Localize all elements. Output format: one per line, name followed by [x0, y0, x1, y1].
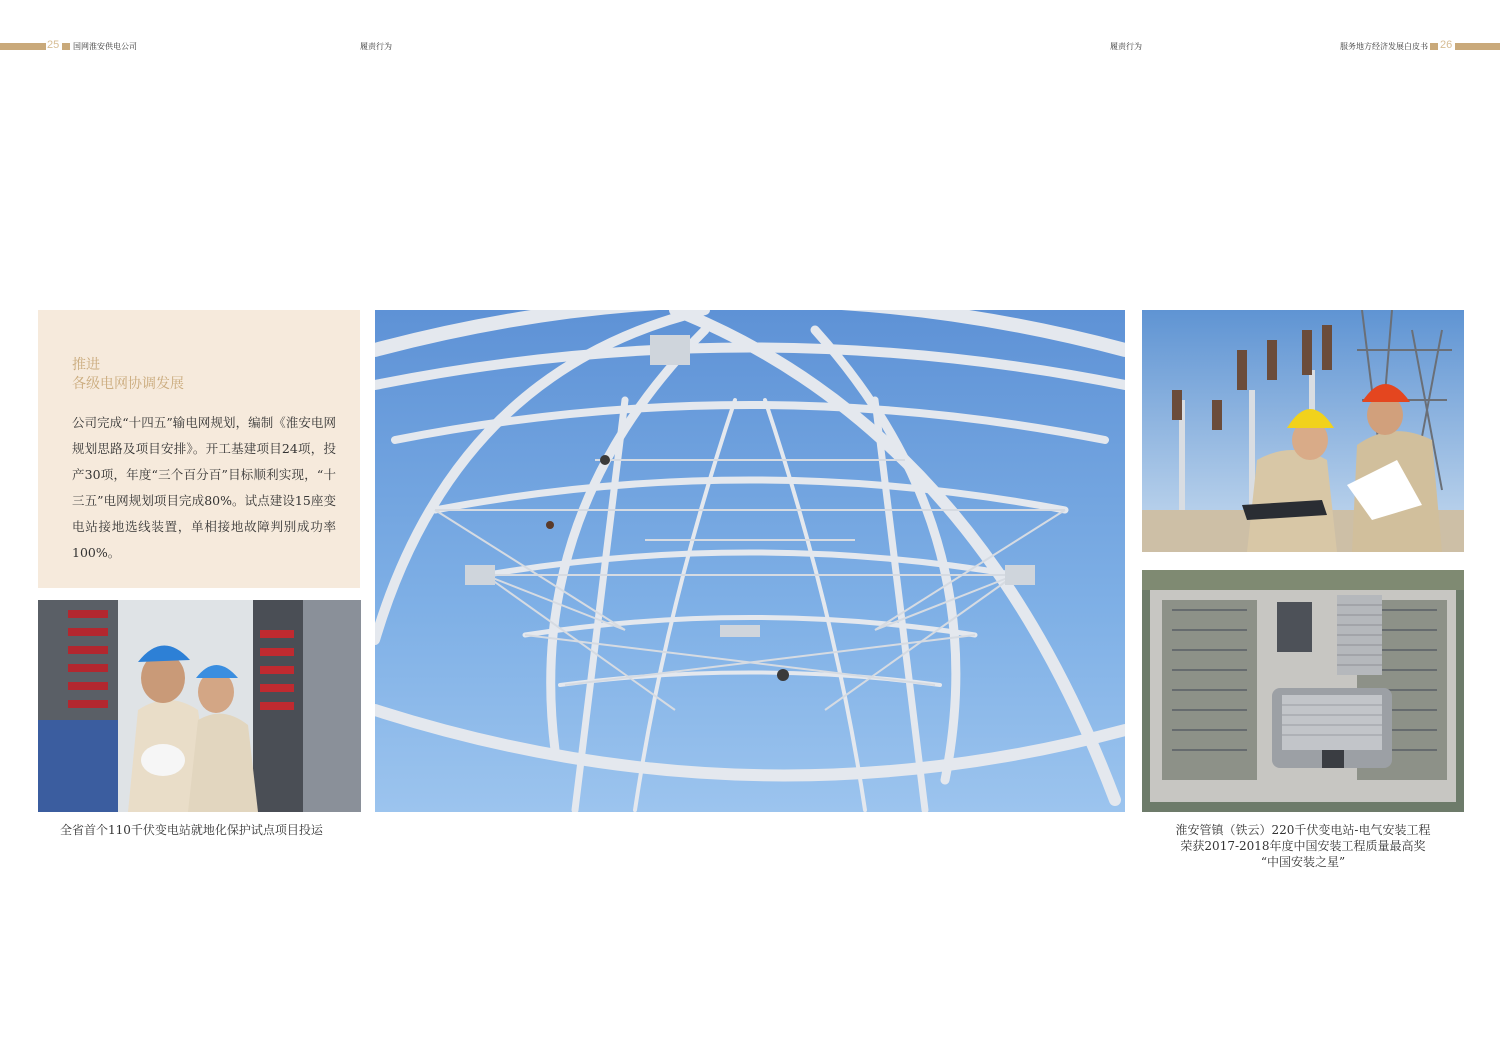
left-section-title: 履责行为 [360, 42, 392, 51]
intro-title [72, 356, 184, 394]
intro-body: 公司完成“十四五”输电网规划，编制《淮安电网规划思路及项目安排》。开工基建项目24项，投产30项，年度“三个百分百”目标顺利实现，“十三五”电网规划项目完成80%。试点建设15座变电站接地选线装置，单相接地故障判别成功率100%。 [72, 415, 336, 560]
photo-substation-engineers [1142, 310, 1464, 552]
right-book-title: 服务地方经济发展白皮书 [1340, 42, 1428, 51]
caption-right-line3: “中国安装之星” [1260, 855, 1346, 869]
intro-title-line2: 各级电网协调发展 [72, 376, 184, 392]
caption-right-photo [1142, 822, 1464, 870]
caption-right-line2: 荣获2017-2018年度中国安装工程质量最高奖 [1180, 839, 1426, 853]
left-company-name: 国网淮安供电公司 [73, 42, 137, 51]
caption-right-line1: 淮安管镇（铁云）220千伏变电站-电气安装工程 [1175, 823, 1431, 837]
caption-left-photo: 全省首个110千伏变电站就地化保护试点项目投运 [60, 823, 323, 837]
intro-panel [38, 310, 360, 588]
header-right-bar [1455, 43, 1500, 50]
header-left-mark [62, 43, 70, 50]
right-section-title: 履责行为 [1110, 42, 1142, 51]
photo-transmission-tower [375, 310, 1125, 812]
right-page-number: 26 [1440, 39, 1453, 51]
header-right-mark [1430, 43, 1438, 50]
header-left-bar [0, 43, 46, 50]
photo-aerial-substation [1142, 570, 1464, 812]
left-page-number: 25 [47, 39, 60, 51]
intro-title-line1: 推进 [72, 357, 100, 373]
photo-protection-cabinet-workers [38, 600, 361, 812]
